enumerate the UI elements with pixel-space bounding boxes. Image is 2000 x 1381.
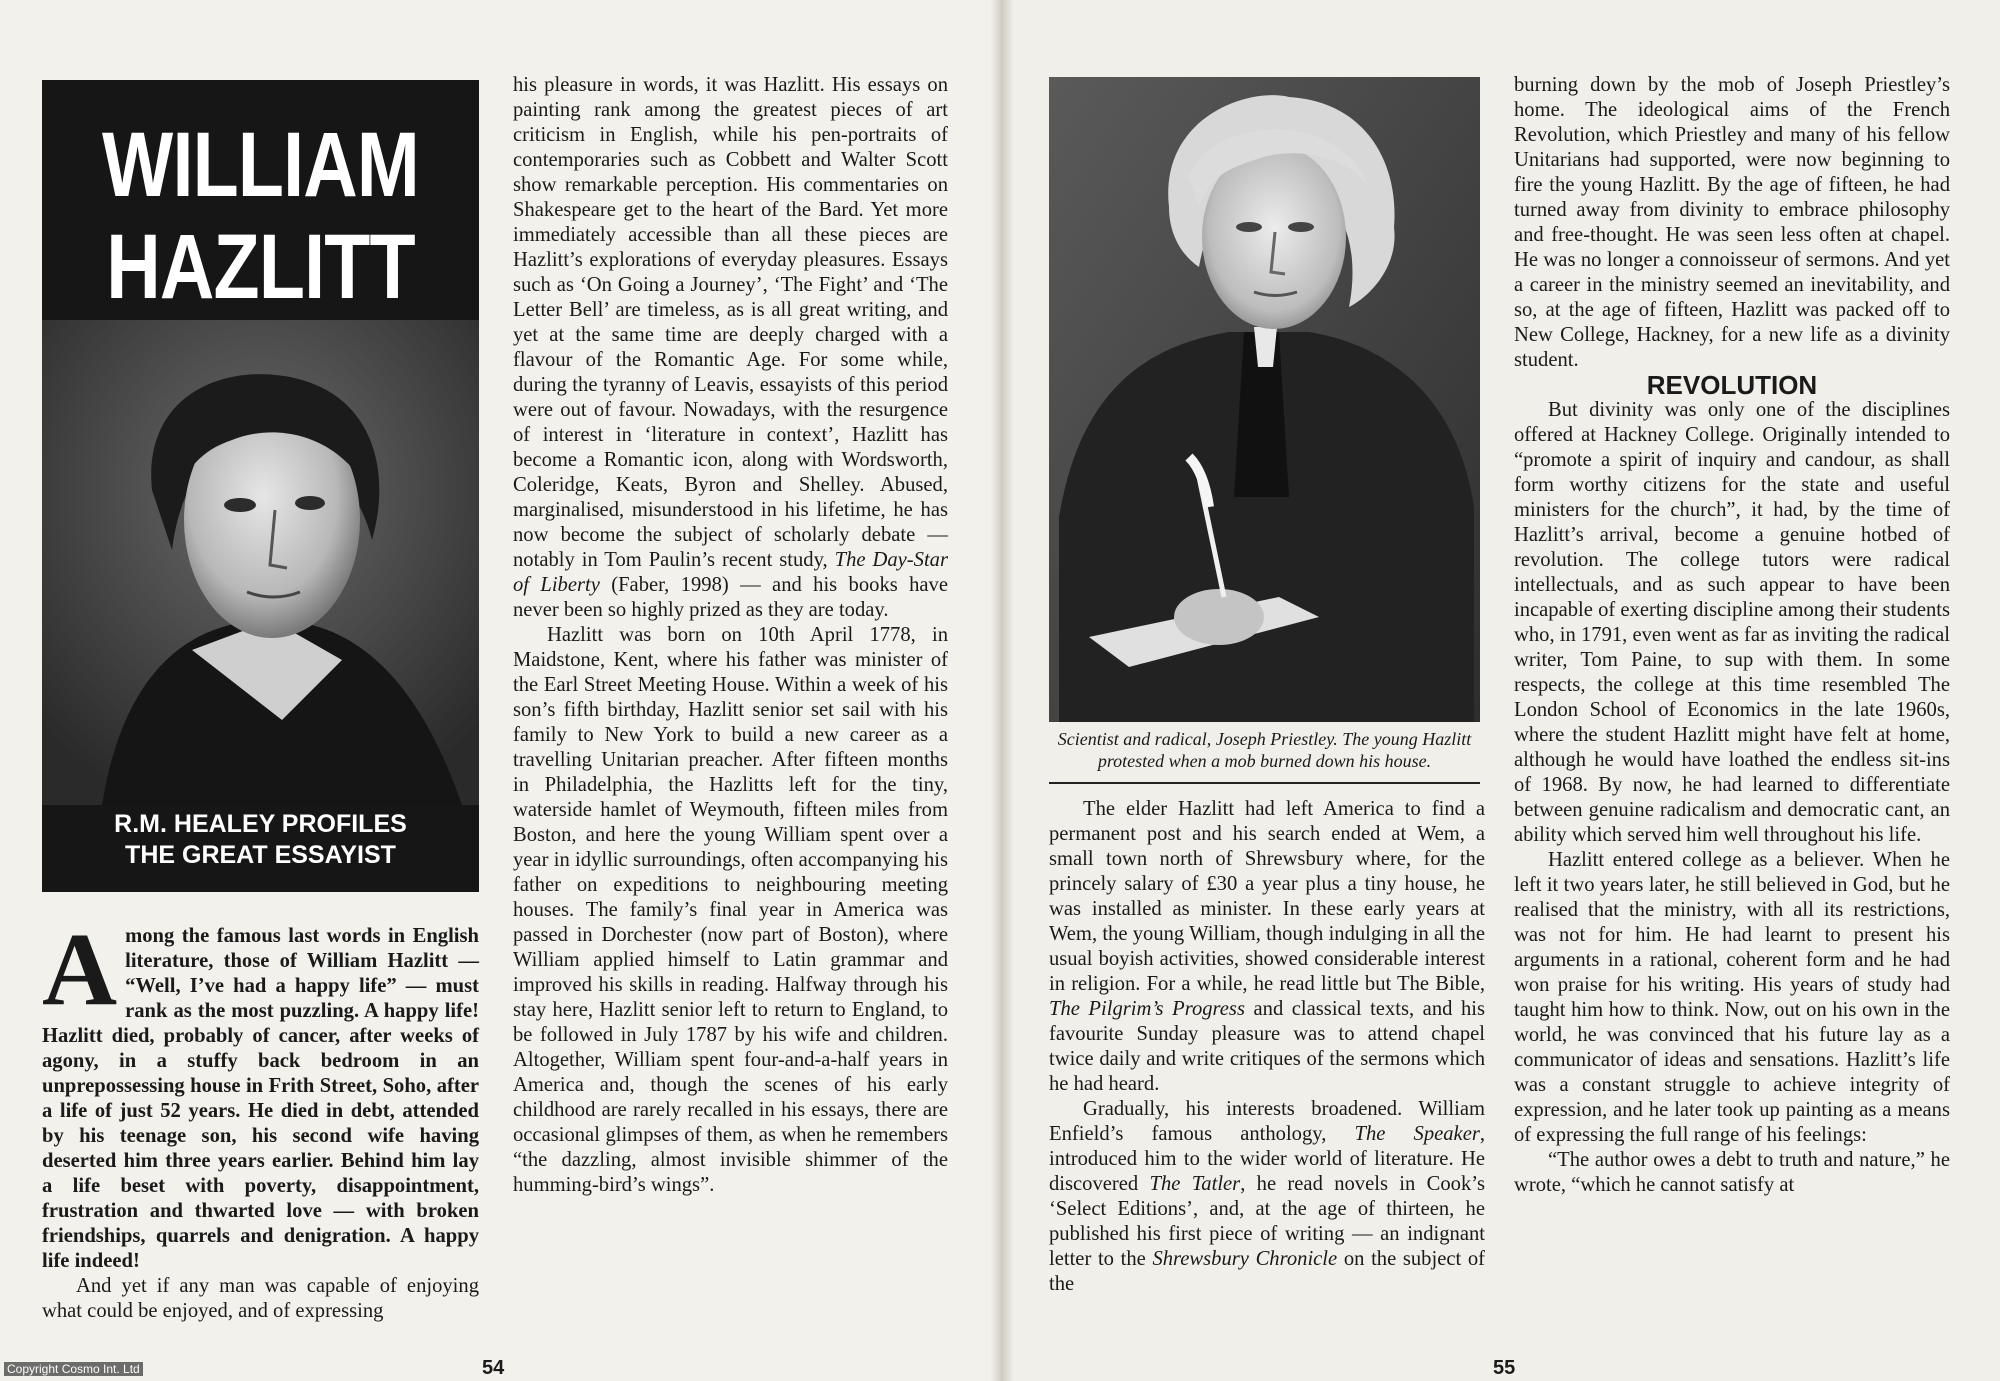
book-title: Shrewsbury Chronicle (1152, 1248, 1338, 1270)
article-title (81, 114, 439, 318)
subtitle-line-2: THE GREAT ESSAYIST (125, 841, 396, 869)
image-caption: Scientist and radical, Joseph Priestley. The young Hazlitt protested when a mob burned down his house. (1057, 729, 1472, 771)
title-line-2: HAZLITT (106, 216, 415, 318)
body-paragraph: burning down by the mob of Joseph Priestley’s home. The ideological aims of the French Revolution, which Priestley and many of his fellow Unitarians had supported, were now beginning to fire the young Hazlitt. By the age of fifteen, he had turned away from divinity to embrace philosophy and free-thought. He was seen less often at chapel. He was no longer a connoisseur of sermons. And yet a career in the ministry seemed an inevitability, and so, at the age of fifteen, Hazlitt was packed off to New College, Hackney, for a new life as a divinity student. (1514, 74, 1950, 371)
body-paragraph: Gradually, his interests broadened. William Enfield’s famous anthology, The Speaker, introduced him to the wider world of literature. He discovered The Tatler, he read novels in Cook’s ‘Select Editions’, and, at the age of thirteen, he published his first piece of writing — an indignant letter to the Shrewsbury Chronicle on the subject of the (1049, 1098, 1486, 1295)
body-paragraph: But divinity was only one of the disciplines offered at Hackney College. Originally intended to “promote a spirit of inquiry and candour, as shall form worthy citizens for the state and useful ministers for the church”, it had, by the time of Hazlitt’s arrival, become a genuine hotbed of revolution. The college tutors were radical intellectuals, and as such appear to have been incapable of exerting discipline among their students who, in 1791, even went as far as inviting the radical writer, Tom Paine, to sup with them. In some respects, the college at this time resembled The London School of Economics in the late 1960s, where the student Hazlitt might have felt at home, although he would have loathed the endless sit-ins of 1968. By now, he had learned to differentiate between genuine radicalism and democratic cant, an ability which served him well throughout his life. (1514, 399, 1950, 846)
column-2 (513, 73, 948, 1198)
subtitle-line-1: R.M. HEALEY PROFILES (114, 810, 407, 838)
book-title: The Pilgrim’s Progress (1049, 998, 1245, 1020)
section-heading: REVOLUTION (1646, 370, 1818, 400)
book-gutter (990, 0, 1014, 1381)
title-line-1: WILLIAM (102, 114, 419, 216)
book-title: The Day-Star of Liberty (513, 549, 948, 596)
column-1 (42, 912, 479, 1324)
body-paragraph: The elder Hazlitt had left America to find a permanent post and his search ended at Wem, a small town north of Shrewsbury where, for the princely salary of £30 a year plus a tiny house, he was installed as minister. In these early years at Wem, the young William, though indulging in all the usual boyish activities, showed considerable interest in religion. For a while, he read little but The Bible, The Pilgrim’s Progress and classical texts, and his favourite Sunday pleasure was to attend chapel twice daily and write critiques of the sermons which he had heard. (1049, 798, 1485, 1095)
page-number-right: 55 (1493, 1357, 1516, 1379)
copyright-watermark: Copyright Cosmo Int. Ltd (4, 1362, 143, 1376)
book-title: The Speaker (1354, 1123, 1480, 1145)
book-title: The Tatler (1149, 1173, 1241, 1195)
title-block (42, 80, 479, 892)
drop-cap: A (42, 912, 118, 1027)
article-subtitle (42, 809, 479, 871)
intro-text: mong the famous last words in English literature, those of William Hazlitt — “Well, I’ve had a happy life” — must rank as the most puzzling. A happy life! Hazlitt died, probably of cancer, after weeks of agony, in a stuffy back bedroom in an unprepossessing house in Frith Street, Soho, after a life of just 52 years. He died in debt, attended by his teenage son, his second wife having deserted him three years earlier. Behind him lay a life beset with poverty, disappointment, frustration and thwarted love — with broken friendships, quarrels and denigration. A happy life indeed! (42, 925, 479, 1272)
column-4 (1514, 73, 1950, 1198)
priestley-portrait-image (1049, 77, 1480, 722)
column-3 (1049, 797, 1485, 1297)
body-paragraph: his pleasure in words, it was Hazlitt. His essays on painting rank among the greatest pieces of art criticism in English, while his pen-portraits of contemporaries such as Cobbett and Walter Scott show remarkable perception. His commentaries on Shakespeare get to the heart of the Bard. Yet more immediately accessible than all these pieces are Hazlitt’s explorations of everyday pleasures. Essays such as ‘On Going a Journey’, ‘The Fight’ and ‘The Letter Bell’ are timeless, as is all great writing, and yet at the same time are deeply charged with a flavour of the Romantic Age. For some while, during the tyranny of Leavis, essayists of this period were out of favour. Nowadays, with the resurgence of interest in ‘literature in context’, Hazlitt has become a Romantic icon, along with Wordsworth, Coleridge, Keats, Byron and Shelley. Abused, marginalised, misunderstood in his lifetime, he has now become the subject of scholarly debate — notably in Tom Paulin’s recent study, The Day-Star of Liberty (Faber, 1998) — and his books have never been so highly prized as they are today. (513, 74, 948, 621)
body-paragraph: And yet if any man was capable of enjoying what could be enjoyed, and of expressing (42, 1275, 479, 1322)
body-paragraph: Hazlitt was born on 10th April 1778, in Maidstone, Kent, where his father was minister of the Earl Street Meeting House. Within a week of his son’s fifth birthday, Hazlitt senior set sail with his family to New York to build a new career as a travelling Unitarian preacher. After fifteen months in Philadelphia, the Hazlitts left for the tiny, waterside hamlet of Weymouth, fifteen miles from Boston, and here the young William spent over a year in idyllic surroundings, often accompanying his father on expeditions to neighbouring meeting houses. The family’s final year in America was passed in Dorchester (now part of Boston), where William applied himself to Latin grammar and improved his skills in reading. Halfway through his stay here, Hazlitt senior left to return to England, to be followed in July 1787 by his wife and children. Altogether, William spent four-and-a-half years in America and, though the scenes of his early childhood are rarely recalled in his essays, there are occasional glimpses of them, as when he remembers “the dazzling, almost invisible shimmer of the humming-bird’s wings”. (513, 624, 948, 1196)
page-number-left: 54 (482, 1357, 505, 1379)
body-paragraph: Hazlitt entered college as a believer. When he left it two years later, he still believed in God, but he realised that the ministry, with all its restrictions, was not for him. He had learnt to present his arguments in a rational, coherent form and he had won praise for his writing. His years of study had taught him how to think. Now, out on his own in the world, he was convinced that his future lay as a communicator of ideas and sensations. Hazlitt’s life was a constant struggle to achieve integrity of expression, and he later took up painting as a means of expressing the full range of his feelings: (1514, 849, 1950, 1146)
caption-rule (1049, 782, 1480, 784)
body-paragraph: “The author owes a debt to truth and nature,” he wrote, “which he cannot satisfy at (1514, 1149, 1950, 1196)
hazlitt-portrait-image (42, 320, 479, 805)
intro-paragraph (42, 912, 479, 1274)
